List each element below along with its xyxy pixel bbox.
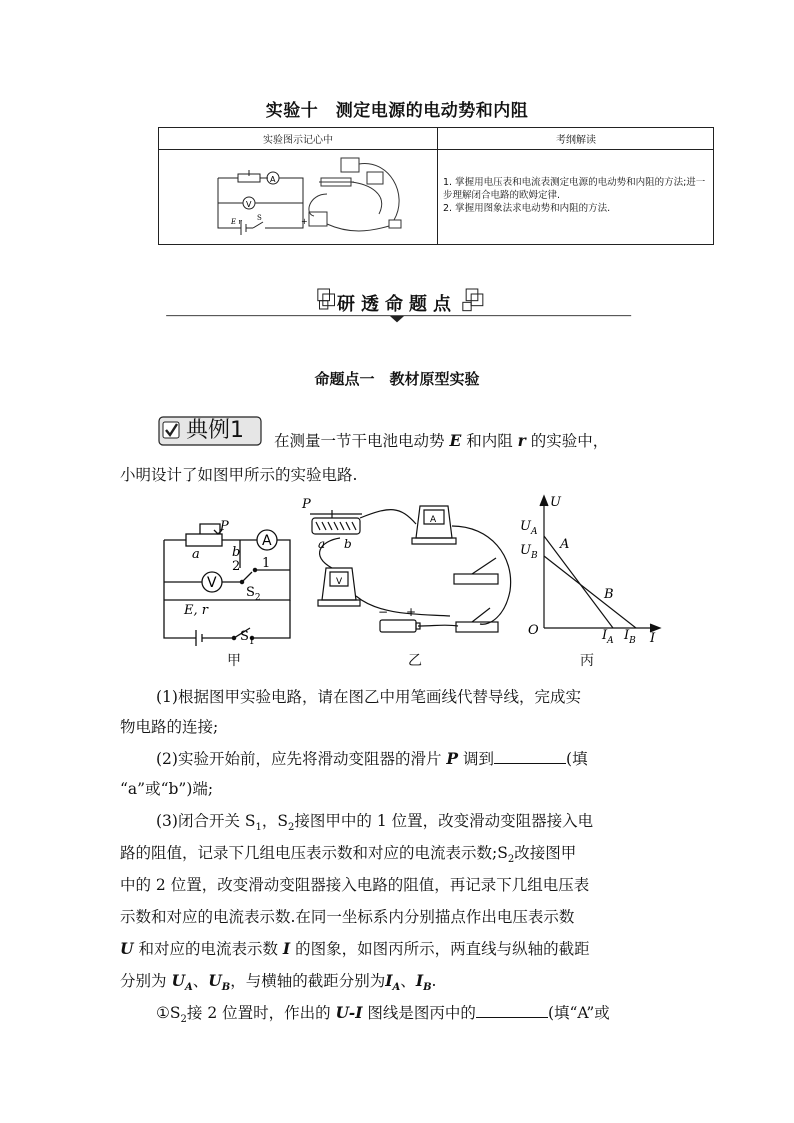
question-3-line-1: (3)闭合开关 $S_1$，$S_2$接图甲中的 1 位置，改变滑动变阻器接入电 bbox=[156, 812, 594, 834]
answer-blank-2[interactable] bbox=[494, 749, 566, 764]
end-b-label: b bbox=[232, 545, 241, 560]
question-3-line-5: U 和对应的电流表示数 I 的图象，如图丙所示，两直线与纵轴的截距 bbox=[120, 939, 590, 958]
figure-circuit bbox=[158, 508, 298, 648]
table-header-left: 实验图示记心中 bbox=[263, 135, 333, 146]
section-heading: 命题点一 教材原型实验 bbox=[314, 370, 480, 388]
axis-i-label: I bbox=[650, 631, 656, 646]
experiment-table bbox=[158, 127, 714, 245]
note-1: 1. 掌握用电压表和电流表测定电源的电动势和内阻的方法;进一步理解闭合电路的欧姆定律. bbox=[443, 177, 706, 201]
thumb-equipment bbox=[299, 154, 424, 240]
table-notes bbox=[443, 176, 709, 215]
svg-text:+: + bbox=[406, 605, 417, 619]
note-2: 2. 掌握用图象法求电动势和内阻的方法. bbox=[443, 203, 611, 214]
battery-er-label: E, r bbox=[184, 603, 208, 618]
figure-equipment bbox=[300, 496, 520, 646]
question-3-line-3: 中的 2 位置，改变滑动变阻器接入电路的阻值，再记录下几组电压表 bbox=[120, 876, 590, 894]
line-a-label: A bbox=[560, 537, 570, 552]
axis-u-label: U bbox=[550, 495, 561, 510]
line-b bbox=[544, 556, 636, 628]
badge-label: 典例1 bbox=[186, 418, 244, 443]
answer-blank-3[interactable] bbox=[476, 1003, 548, 1018]
voltmeter-label: V bbox=[207, 575, 217, 591]
figure-label-jia: 甲 bbox=[227, 653, 241, 669]
svg-text:S: S bbox=[257, 214, 262, 222]
equip-p-label: P bbox=[302, 497, 311, 512]
question-1-line-2: 物电路的连接; bbox=[120, 718, 219, 736]
position-1-label: 1 bbox=[262, 556, 271, 571]
question-3-line-2: 路的阻值，记录下几组电压表示数和对应的电流表示数$;S_2$改接图甲 bbox=[120, 844, 577, 866]
svg-text:+: + bbox=[301, 217, 308, 226]
svg-text:V: V bbox=[336, 577, 343, 587]
question-3-line-6: 分别为 $U_A$、$U_B$，与横轴的截距分别为$I_A$、$I_B$. bbox=[120, 971, 437, 994]
line-a bbox=[544, 536, 613, 628]
line-b-label: B bbox=[604, 587, 614, 602]
switch-s1-label: $S_1$ bbox=[240, 629, 255, 647]
table-header-right: 考纲解读 bbox=[556, 135, 596, 146]
end-a-label: a bbox=[192, 547, 200, 562]
page-title: 实验十 测定电源的电动势和内阻 bbox=[265, 101, 529, 121]
switch-s2-label: $S_2$ bbox=[246, 585, 261, 603]
svg-text:−: − bbox=[378, 605, 389, 619]
ammeter-label: A bbox=[262, 533, 272, 549]
slider-p-label: P bbox=[220, 519, 229, 534]
origin-label: O bbox=[528, 623, 539, 638]
ia-label: $I_A$ bbox=[602, 628, 614, 646]
figure-label-bing: 丙 bbox=[580, 653, 594, 669]
ua-label: $U_A$ bbox=[520, 519, 538, 537]
svg-text:A: A bbox=[270, 175, 276, 184]
question-1-line-1: (1)根据图甲实验电路，请在图乙中用笔画线代替导线，完成实 bbox=[156, 688, 581, 706]
banner-title: 研透命题点 bbox=[337, 294, 457, 315]
question-2-line-1: (2)实验开始前，应先将滑动变阻器的滑片 P 调到 (填 bbox=[156, 749, 588, 768]
intro-line-1: 在测量一节干电池电动势 E 和内阻 r 的实验中， bbox=[274, 431, 609, 450]
svg-text:E r: E r bbox=[231, 218, 242, 226]
intro-line-2: 小明设计了如图甲所示的实验电路. bbox=[120, 466, 358, 484]
question-3-sub-1: $①S_2$接 2 位置时，作出的 U-I 图线是图丙中的 (填“A”或 bbox=[156, 1003, 610, 1026]
ib-label: $I_B$ bbox=[624, 628, 636, 646]
figure-ui-graph bbox=[518, 492, 678, 648]
equip-a-label: a bbox=[318, 537, 326, 551]
position-2-label: 2 bbox=[232, 559, 241, 574]
question-2-line-2: “a”或“b”)端; bbox=[120, 780, 214, 798]
ub-label: $U_B$ bbox=[520, 543, 538, 561]
svg-text:A: A bbox=[430, 515, 437, 525]
question-3-line-4: 示数和对应的电流表示数.在同一坐标系内分别描点作出电压表示数 bbox=[120, 908, 575, 926]
figure-label-yi: 乙 bbox=[408, 653, 422, 669]
svg-text:V: V bbox=[246, 200, 252, 209]
equip-b-label: b bbox=[344, 537, 352, 551]
